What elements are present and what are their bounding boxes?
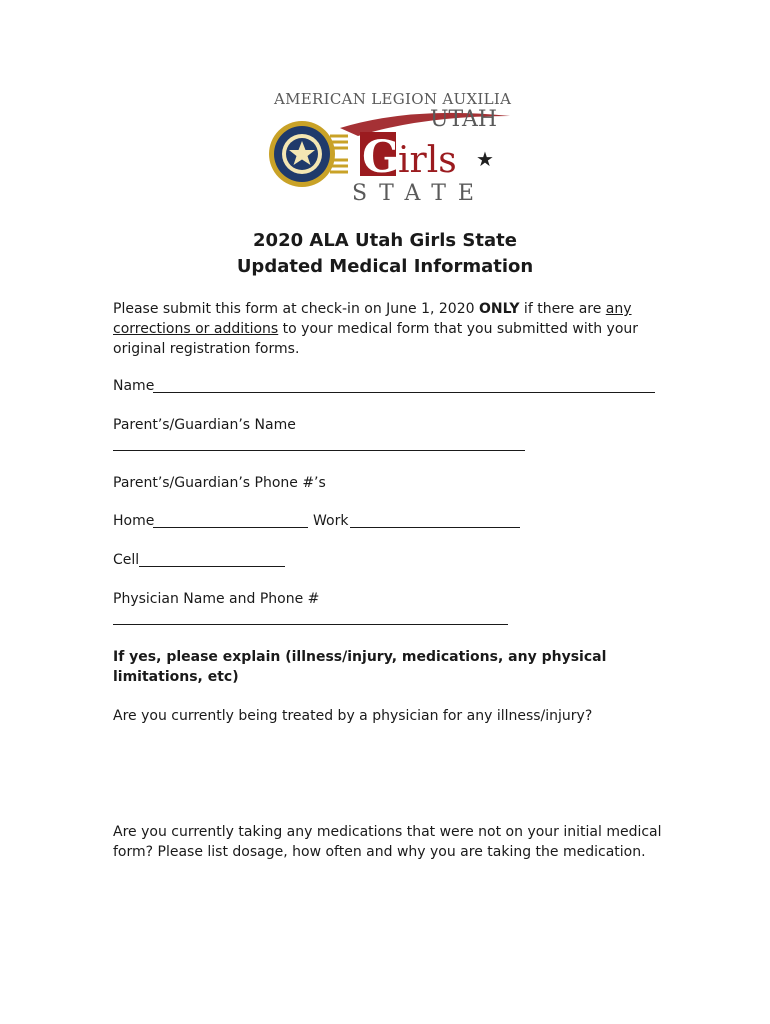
- home-phone-field[interactable]: [153, 527, 308, 528]
- star-icon: ★: [476, 147, 494, 171]
- explain-line1: If yes, please explain (illness/injury, medications, any physical: [113, 649, 607, 665]
- question-treatment: Are you currently being treated by a physician for any illness/injury?: [113, 708, 593, 724]
- form-title-line1: 2020 ALA Utah Girls State: [253, 230, 517, 251]
- physician-field[interactable]: [113, 624, 508, 625]
- girls-word: irls: [398, 140, 457, 181]
- state-name: UTAH: [430, 107, 498, 132]
- guardian-phone-label: Parent’s/Guardian’s Phone #’s: [113, 475, 326, 491]
- intro-only: ONLY: [478, 301, 520, 317]
- explain-heading: [113, 647, 673, 687]
- guardian-name-label: Parent’s/Guardian’s Name: [113, 417, 296, 433]
- logo-graphic: [262, 86, 512, 204]
- girls-state-logo: [262, 86, 512, 204]
- medications-answer-area[interactable]: [113, 866, 673, 986]
- physician-label: Physician Name and Phone #: [113, 591, 320, 607]
- question-medications: [113, 822, 673, 862]
- ala-seal-icon: [269, 121, 348, 187]
- intro-line2: [113, 319, 673, 339]
- treatment-answer-area[interactable]: [113, 728, 673, 818]
- intro-corrections: corrections or additions: [113, 321, 279, 337]
- org-name: AMERICAN LEGION AUXILIARY: [274, 90, 512, 108]
- medications-line2: form? Please list dosage, how often and why you are taking the medication.: [113, 844, 646, 860]
- work-phone-field[interactable]: [350, 527, 520, 528]
- name-field[interactable]: [153, 392, 655, 393]
- medications-line1: Are you currently taking any medications that were not on your initial medical: [113, 824, 662, 840]
- intro-text-1: Please submit this form at check-in on June 1, 2020: [113, 301, 479, 317]
- cell-label: Cell: [113, 552, 140, 568]
- intro-line1: [113, 299, 673, 319]
- intro-text-2: if there are: [519, 301, 606, 317]
- explain-line2: limitations, etc): [113, 669, 239, 685]
- work-label: Work: [313, 513, 349, 529]
- name-label: Name: [113, 378, 155, 394]
- form-title-line2: Updated Medical Information: [236, 256, 534, 277]
- program-word: STATE: [352, 181, 486, 204]
- intro-any: any: [605, 301, 632, 317]
- cell-phone-field[interactable]: [139, 566, 285, 567]
- intro-line3: original registration forms.: [113, 341, 300, 357]
- intro-paragraph: [113, 299, 673, 359]
- guardian-name-field[interactable]: [113, 450, 525, 451]
- home-label: Home: [113, 513, 155, 529]
- intro-text-3: to your medical form that you submitted with your: [278, 321, 639, 337]
- girls-initial: G: [362, 132, 400, 183]
